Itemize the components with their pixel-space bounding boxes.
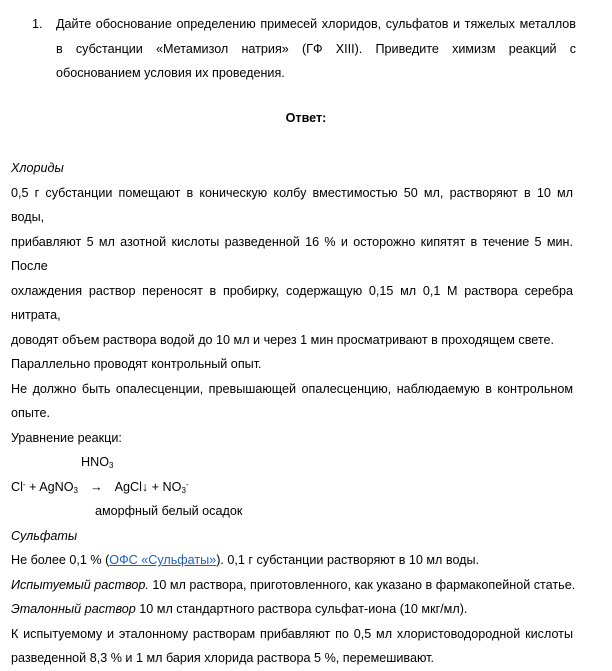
question-text: Дайте обоснование определению примесей хлоридов, сульфатов и тяжелых металлов в субстанции «Метамизол натрия» (ГФ XIII). Приведите химизм реакций с обоснованием условия их проведения. <box>56 17 576 80</box>
hno3-subscript: 3 <box>109 461 114 470</box>
reference-solution <box>11 597 573 622</box>
procedure-line: разведенной 8,3 % и 1 мл бария хлорида раствора 5 %, перемешивают. <box>11 651 434 665</box>
chlorides-paragraph-line: прибавляют 5 мл азотной кислоты разведенной 16 % и осторожно кипятят в течение 5 мин. После <box>11 234 573 273</box>
sediment-note: аморфный белый осадок <box>95 504 243 518</box>
equation-label: Уравнение реакци: <box>11 430 122 445</box>
chlorides-heading: Хлориды <box>11 161 64 175</box>
plus-sign: + <box>25 479 40 494</box>
reaction-arrow-icon: → <box>90 479 103 494</box>
ofs-sulfates-link[interactable]: ОФС «Сульфаты» <box>109 553 217 567</box>
chloride-ion: Cl <box>11 479 23 494</box>
nitrate-ion-formula: NO <box>162 479 182 494</box>
procedure-line: К испытуемому и эталонному растворам прибавляют по 0,5 мл хлористоводородной кислоты <box>11 626 573 641</box>
opalescence-line: опыте. <box>11 406 51 420</box>
opalescence-line: Не должно быть опалесценции, превышающей опалесценцию, наблюдаемую в контрольном <box>11 381 573 396</box>
plus-sign: + <box>148 479 163 494</box>
silver-chloride-formula: AgCl <box>114 479 142 494</box>
chlorides-paragraph-line: 0,5 г субстанции помещают в коническую колбу вместимостью 50 мл, растворяют в 10 мл воды, <box>11 185 573 224</box>
sulfates-limit-prefix: Не более 0,1 % ( <box>11 553 110 567</box>
nitrate-subscript: 3 <box>181 485 186 495</box>
parallel-test-text: Параллельно проводят контрольный опыт. <box>11 357 262 371</box>
reaction-condition <box>11 450 573 475</box>
sulfates-limit <box>11 548 573 573</box>
sulfates-heading: Сульфаты <box>11 528 78 543</box>
precipitate-arrow-icon: ↓ <box>141 479 149 494</box>
question-number: 1. <box>32 17 43 31</box>
chloride-charge: - <box>22 479 26 489</box>
hno3-formula: HNO <box>81 455 109 469</box>
silver-nitrate-formula: AgNO <box>39 479 74 494</box>
test-solution-text: 10 мл раствора, приготовленного, как указано в фармакопейной статье. <box>148 577 576 592</box>
nitrate-charge: - <box>185 479 189 489</box>
reaction-equation <box>11 475 573 500</box>
sulfates-limit-suffix: ). 0,1 г субстанции растворяют в 10 мл воды. <box>216 553 480 567</box>
test-solution <box>11 573 576 598</box>
answer-body <box>11 156 576 671</box>
test-solution-label: Испытуемый раствор. <box>11 577 149 592</box>
chlorides-paragraph-line: охлаждения раствор переносят в пробирку, содержащую 0,15 мл 0,1 М раствора серебра нитрата, <box>11 283 573 322</box>
chlorides-paragraph-line: доводят объем раствора водой до 10 мл и через 1 мин просматривают в проходящем свете. <box>11 332 554 347</box>
reference-solution-text: 10 мл стандартного раствора сульфат-иона (10 мкг/мл). <box>135 602 468 616</box>
answer-heading: Ответ: <box>285 111 327 125</box>
reference-solution-label: Эталонный раствор <box>11 602 136 616</box>
silver-nitrate-subscript: 3 <box>73 485 78 495</box>
